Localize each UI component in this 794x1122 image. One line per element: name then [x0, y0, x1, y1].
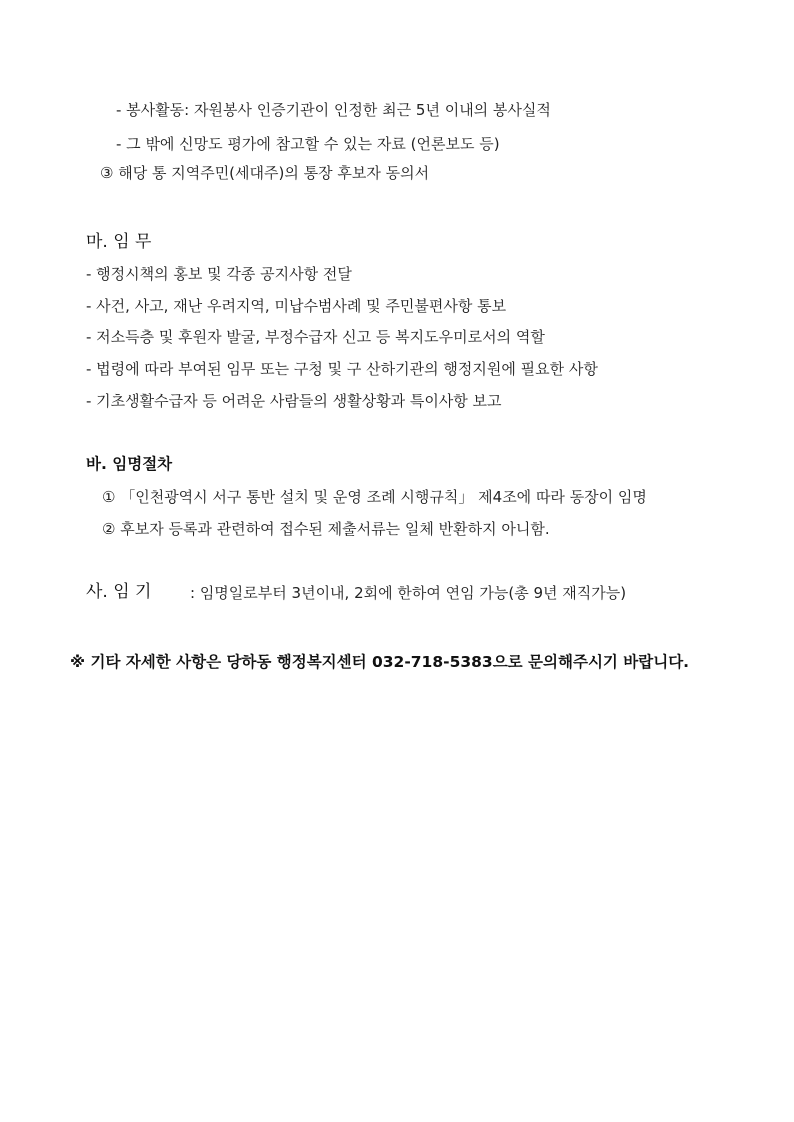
- reference-material-item: - 그 밖에 신망도 평가에 참고할 수 있는 자료 (언론보도 등): [116, 135, 500, 153]
- duty-item: - 행정시책의 홍보 및 각종 공지사항 전달: [86, 265, 352, 283]
- term-text: : 임명일로부터 3년이내, 2회에 한하여 연임 가능(총 9년 재직가능): [190, 584, 627, 602]
- procedure-item: ① 「인천광역시 서구 통반 설치 및 운영 조례 시행규칙」 제4조에 따라 동장이 임명: [102, 488, 647, 506]
- resident-consent-item: ③ 해당 통 지역주민(세대주)의 통장 후보자 동의서: [100, 164, 430, 182]
- procedure-item: ② 후보자 등록과 관련하여 접수된 제출서류는 일체 반환하지 아니함.: [102, 520, 550, 538]
- duty-item: - 법령에 따라 부여된 임무 또는 구청 및 구 산하기관의 행정지원에 필요한 사항: [86, 360, 598, 378]
- contact-note: ※ 기타 자세한 사항은 당하동 행정복지센터 032-718-5383으로 문의해주시기 바랍니다.: [70, 653, 690, 671]
- duty-item: - 기초생활수급자 등 어려운 사람들의 생활상황과 특이사항 보고: [86, 392, 502, 410]
- duty-item: - 저소득층 및 후원자 발굴, 부정수급자 신고 등 복지도우미로서의 역할: [86, 328, 545, 346]
- duties-heading: 마. 임 무: [86, 232, 152, 252]
- volunteer-record-item: - 봉사활동: 자원봉사 인증기관이 인정한 최근 5년 이내의 봉사실적: [116, 101, 551, 119]
- term-heading: 사. 임 기: [86, 582, 152, 602]
- appointment-procedure-heading: 바. 임명절차: [86, 455, 173, 473]
- duty-item: - 사건, 사고, 재난 우려지역, 미납수범사례 및 주민불편사항 통보: [86, 297, 507, 315]
